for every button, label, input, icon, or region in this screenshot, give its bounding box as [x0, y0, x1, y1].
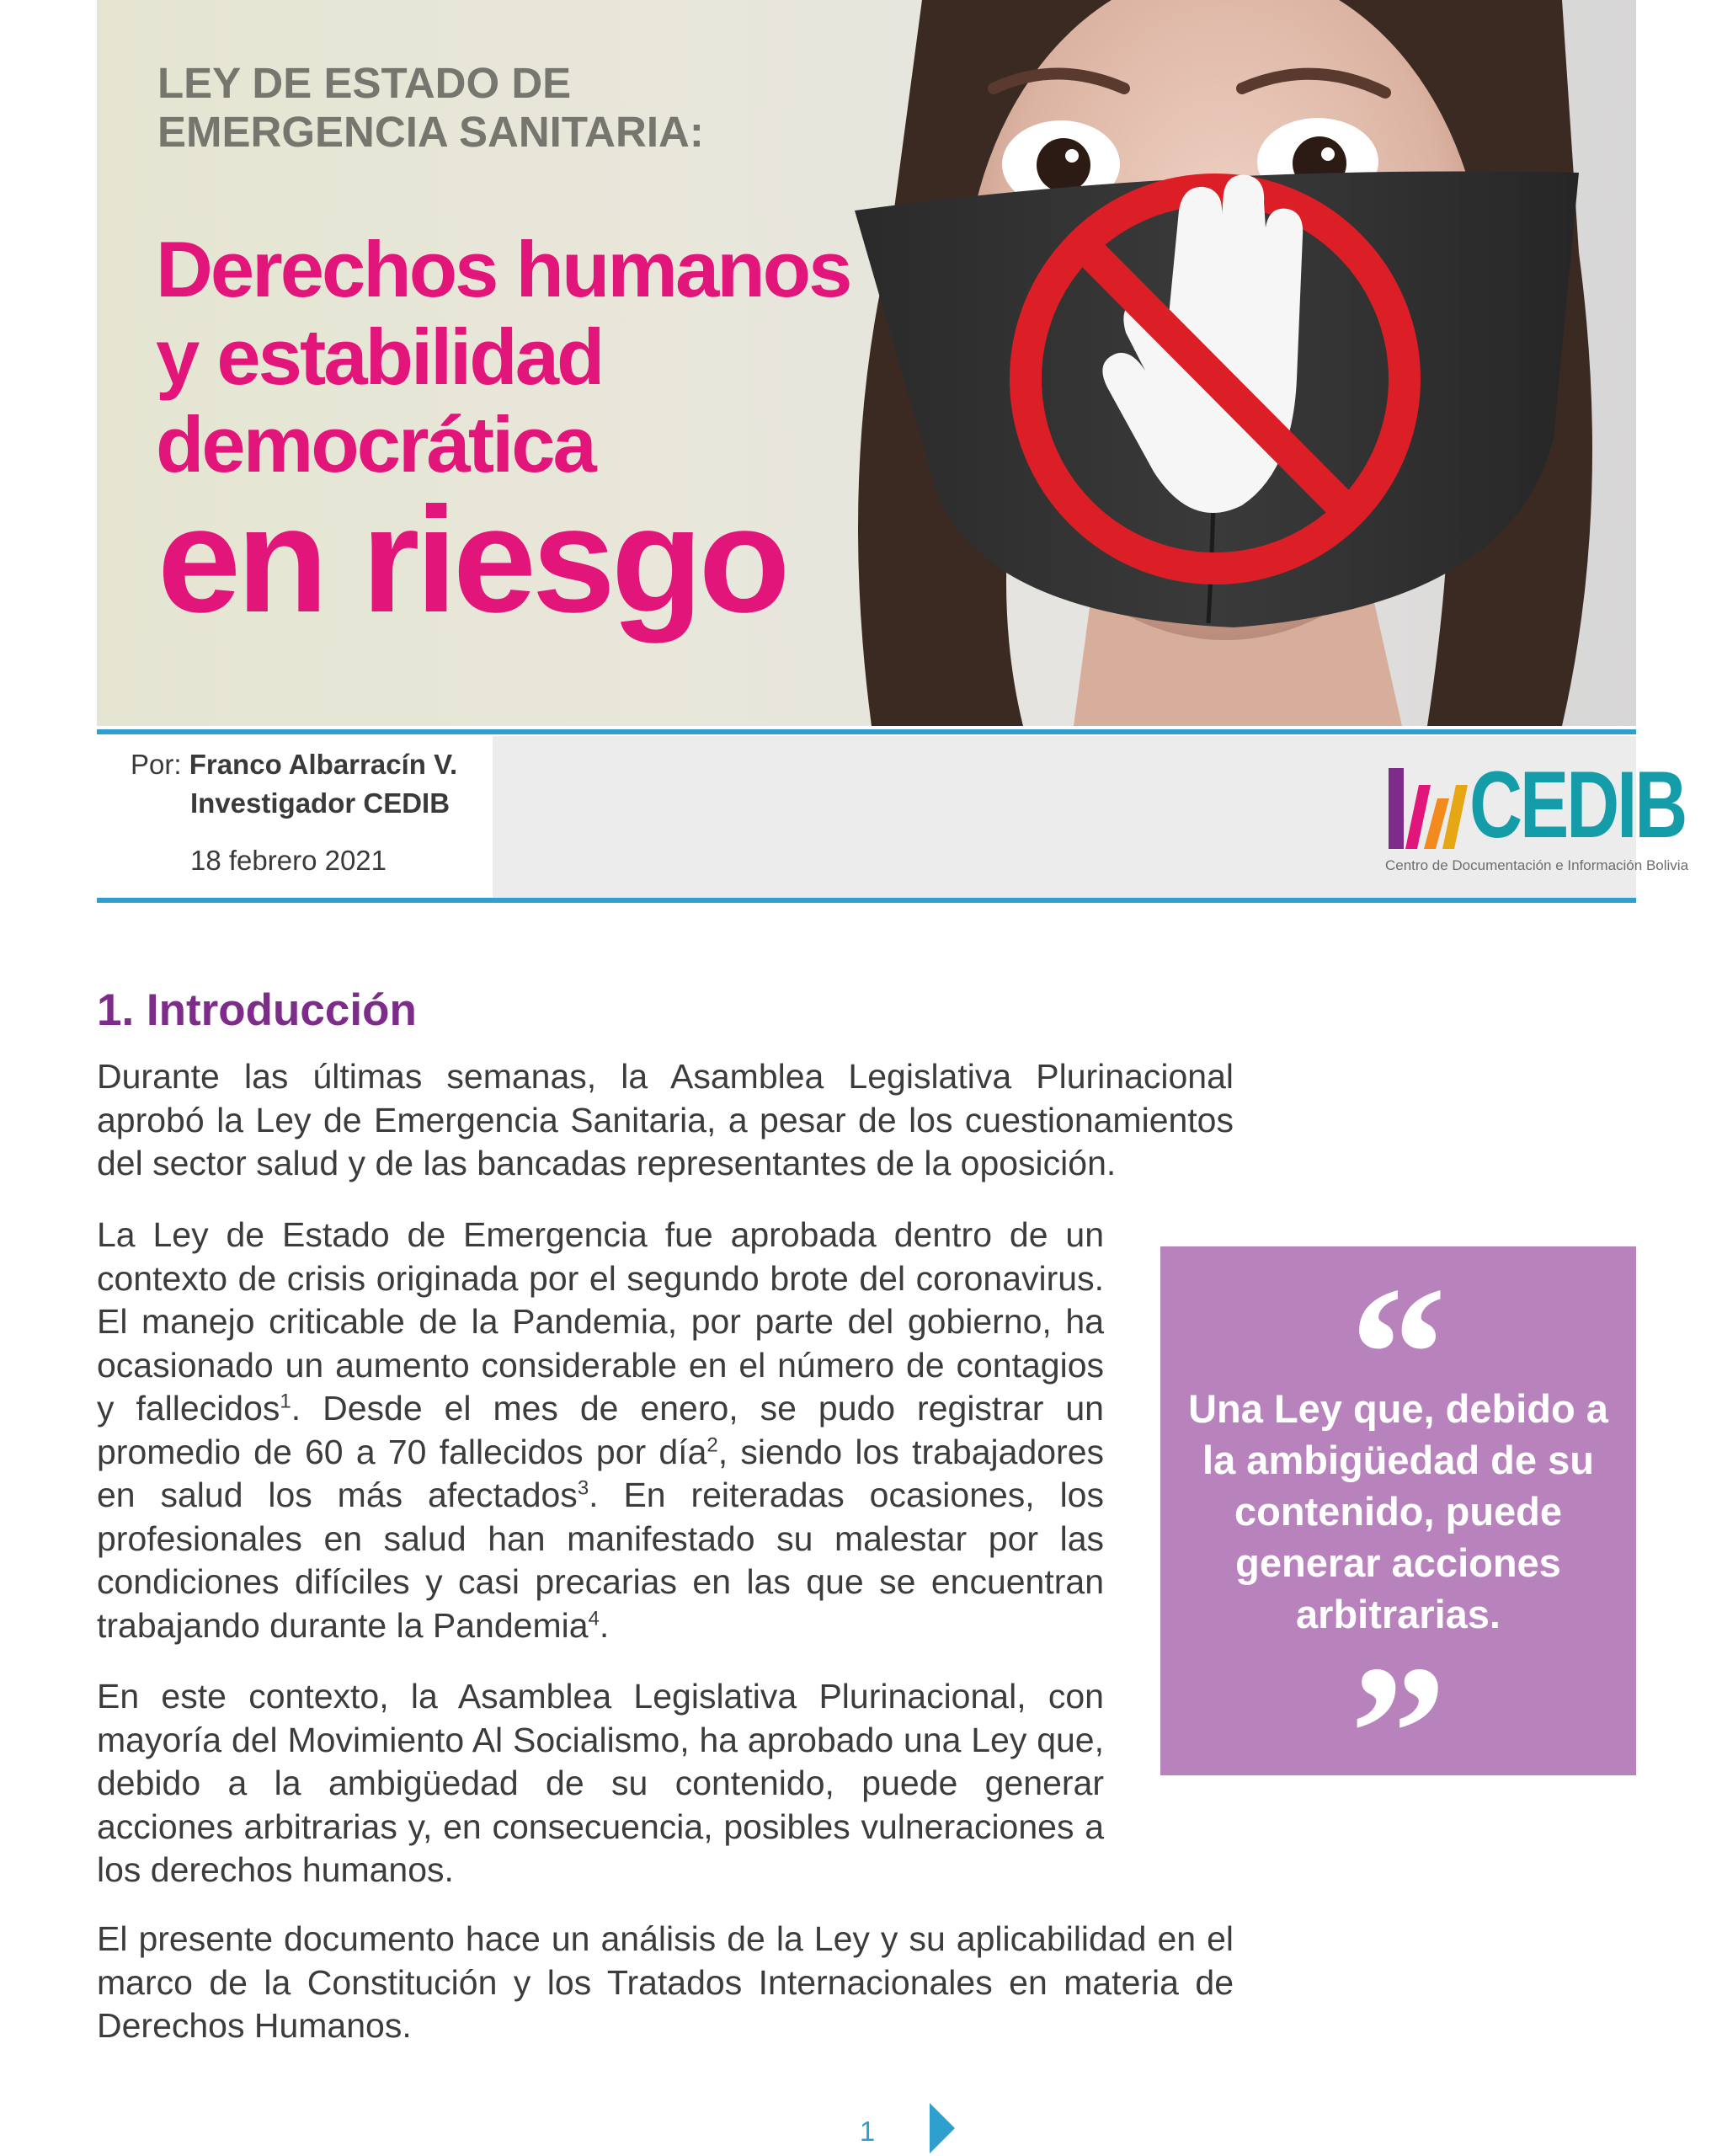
close-quote-icon: ”: [1350, 1625, 1447, 1840]
next-page-triangle-icon[interactable]: [930, 2103, 955, 2153]
title-line-1: Derechos humanos: [156, 225, 850, 313]
footnote-ref-4[interactable]: 4: [588, 1606, 600, 1630]
paragraph-2: La Ley de Estado de Emergencia fue aprobada dentro de un contexto de crisis originada por el segundo brote del coronavirus. El manejo criticable de la Pandemia, por parte del gobierno, ha ocasionado un aumento considerable en el número de contagios y fallecidos$^1$. Desde el mes de enero, se pudo registrar un promedio de 60 a 70 fallecidos por día$^2$, siendo los trabajadores en salud los más afectados$^3$. En reiteradas ocasiones, los profesionales en salud han manifestado su malestar por las condiciones difíciles y casi precarias en las que se encuentran trabajando durante la Pandemia$^4$.: [97, 1215, 1105, 1645]
logo-panel: [493, 736, 1689, 899]
cedib-logo: [1385, 752, 1689, 874]
kicker-line-2: EMERGENCIA SANITARIA:: [157, 108, 704, 156]
section-heading: 1. Introducción: [97, 985, 417, 1035]
title-line-2: y estabilidad: [156, 312, 603, 401]
footnote-ref-3[interactable]: 3: [577, 1476, 589, 1500]
cedib-bars-icon: [1385, 766, 1469, 851]
footnote-ref-2[interactable]: 2: [706, 1433, 718, 1456]
footnote-ref-1[interactable]: 1: [280, 1390, 291, 1413]
cover-kicker: [157, 59, 797, 157]
author-name: Franco Albarracín V.: [189, 749, 458, 780]
publication-date: 18 febrero 2021: [190, 845, 387, 876]
title-line-3: democrática: [156, 400, 594, 488]
logo-subtitle: Centro de Documentación e Información Bolivia: [1385, 857, 1689, 873]
paragraph-1: Durante las últimas semanas, la Asamblea Legislativa Plurinacional aprobó la Ley de Emergencia Sanitaria, a pesar de los cuestionamientos del sector salud y de las bancadas representantes de la oposición.: [97, 1057, 1234, 1182]
cover-hero: [97, 0, 1636, 726]
paragraph-4: El presente documento hace un análisis de la Ley y su aplicabilidad en el marco de la Constitución y los Tratados Internacionales en materia de Derechos Humanos.: [97, 1919, 1234, 2045]
pull-quote: [1160, 1246, 1636, 1840]
page-number: 1: [859, 2116, 876, 2147]
bottom-rule: [97, 898, 1636, 903]
byline-author: [131, 748, 457, 782]
pull-quote-text: Una Ley que, debido a la ambigüedad de su contenido, puede generar acciones arbitrarias.: [1188, 1386, 1608, 1636]
logo-wordmark: CEDIB: [1469, 752, 1686, 857]
byline-prefix: Por:: [131, 749, 182, 780]
top-rule: [97, 729, 1636, 734]
kicker-line-1: LEY DE ESTADO DE: [157, 59, 572, 107]
open-quote-icon: “: [1350, 1246, 1447, 1461]
masked-woman-photo: [821, 0, 1636, 726]
paragraph-3: En este contexto, la Asamblea Legislativa Plurinacional, con mayoría del Movimiento Al Socialismo, ha aprobado una Ley que, debido a la ambigüedad de su contenido, puede generar acciones arbitrarias y, en consecuencia, posibles vulneraciones a los derechos humanos.: [97, 1677, 1104, 1889]
title-emphasis: en riesgo: [157, 476, 786, 643]
byline-role: Investigador CEDIB: [190, 787, 450, 819]
byline-band: [97, 736, 1689, 899]
